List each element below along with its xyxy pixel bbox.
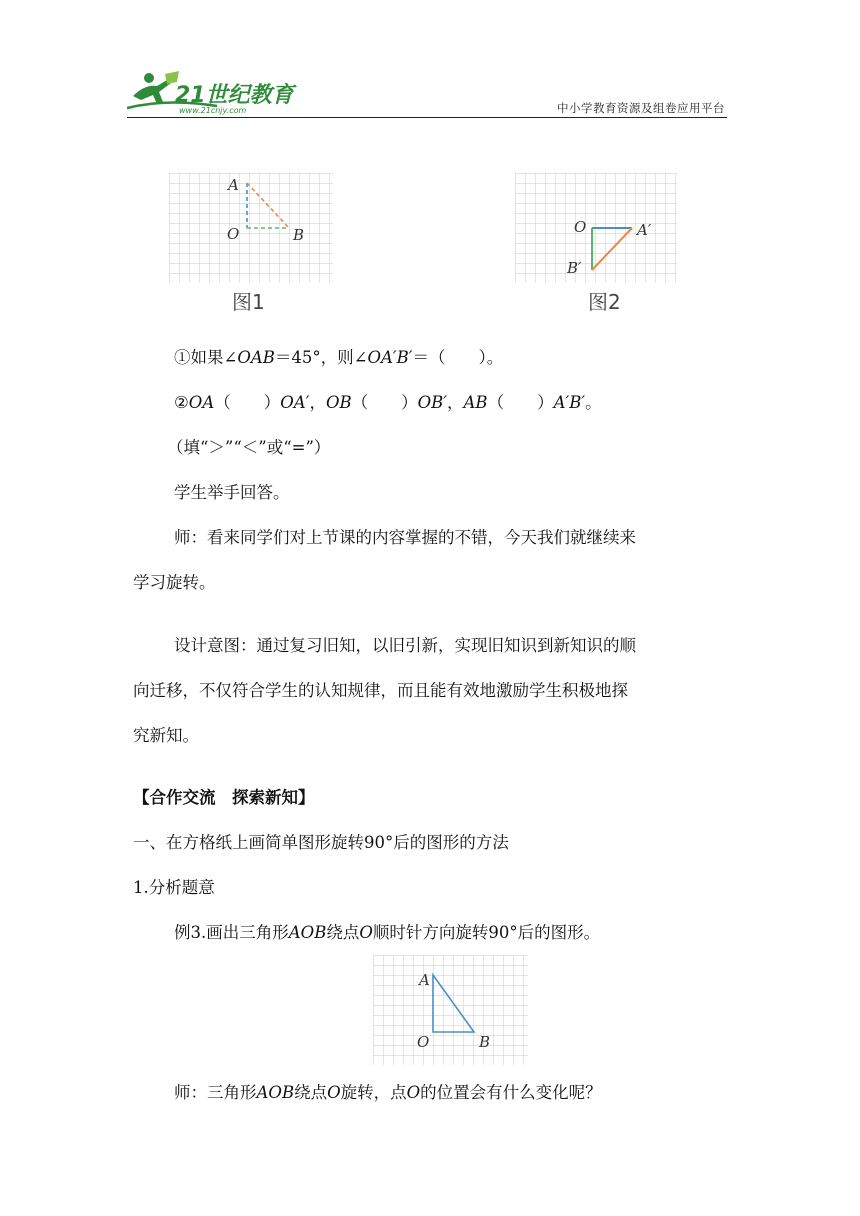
design-intent-c: 究新知。 xyxy=(133,726,199,745)
figure-1-grid xyxy=(169,173,333,283)
label-A-prime: A′ xyxy=(637,221,652,239)
label-B: B xyxy=(293,226,305,244)
header-rule xyxy=(127,117,727,118)
figure-3-grid xyxy=(373,955,528,1065)
hint-text: （填“＞”“＜”或“=”） xyxy=(167,438,331,457)
logo-21cnjy xyxy=(127,66,297,116)
design-intent-a: 设计意图：通过复习旧知，以旧引新，实现旧知识到新知识的顺 xyxy=(174,636,636,655)
figure-2-grid xyxy=(515,173,677,283)
teacher-question-2: 师：三角形AOB绕点O旋转，点O的位置会有什么变化呢？ xyxy=(174,1083,602,1102)
label-O: O xyxy=(227,225,240,243)
example-3: 例3.画出三角形AOB绕点O顺时针方向旋转90°后的图形。 xyxy=(174,923,601,942)
label-B: B xyxy=(479,1033,491,1051)
question-1: ①如果∠OAB＝45°，则∠OA′B′＝（ ）。 xyxy=(174,348,504,367)
label-A: A xyxy=(228,176,239,194)
label-O: O xyxy=(574,218,587,236)
label-B-prime: B′ xyxy=(567,259,582,277)
students-answer: 学生举手回答。 xyxy=(174,483,290,502)
subsection-1-1: 1.分析题意 xyxy=(133,878,215,897)
logo-url: www.21cnjy.com xyxy=(179,106,247,115)
logo-text: 21世纪教育 xyxy=(175,83,294,108)
section-title: 【合作交流 探索新知】 xyxy=(133,788,315,807)
question-2: ②OA（ ）OA′，OB（ ）OB′，AB（ ）A′B′。 xyxy=(174,393,602,412)
platform-name: 中小学教育资源及组卷应用平台 xyxy=(557,101,725,115)
teacher-line-1b: 学习旋转。 xyxy=(133,573,216,592)
teacher-line-1a: 师：看来同学们对上节课的内容掌握的不错，今天我们就继续来 xyxy=(174,528,636,547)
label-O: O xyxy=(417,1033,430,1051)
page-header xyxy=(127,66,727,118)
figure-2-caption: 图2 xyxy=(588,290,621,314)
label-A: A xyxy=(419,971,430,989)
figure-1-caption: 图1 xyxy=(232,290,265,314)
subsection-1: 一、在方格纸上画简单图形旋转90°后的图形的方法 xyxy=(133,833,509,852)
design-intent-b: 向迁移，不仅符合学生的认知规律，而且能有效地激励学生积极地探 xyxy=(133,681,628,700)
